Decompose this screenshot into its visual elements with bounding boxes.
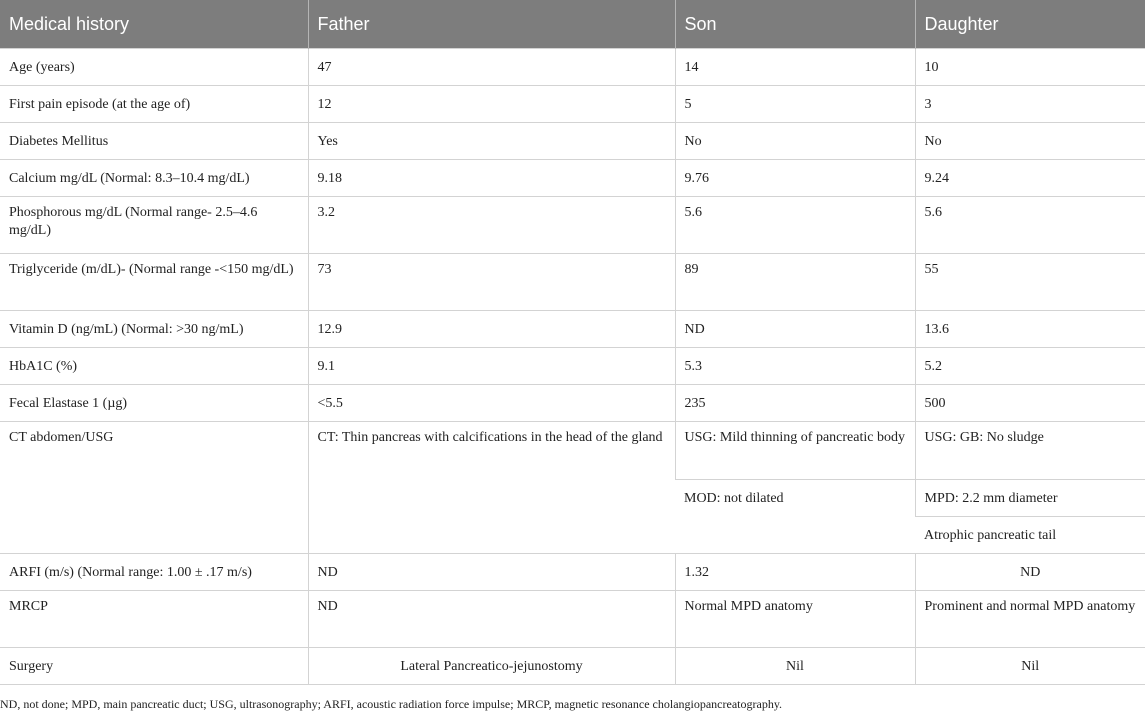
table-row bbox=[0, 385, 1145, 422]
row-label: Vitamin D (ng/mL) (Normal: >30 ng/mL) bbox=[0, 311, 308, 348]
row-label: Triglyceride (m/dL)- (Normal range -<150 mg/dL) bbox=[0, 254, 308, 311]
father-value: <5.5 bbox=[308, 385, 675, 422]
father-value: Yes bbox=[308, 123, 675, 160]
son-value: 9.76 bbox=[675, 160, 915, 197]
son-value: No bbox=[675, 123, 915, 160]
father-value: ND bbox=[308, 591, 675, 648]
row-label: Age (years) bbox=[0, 49, 308, 86]
father-value: 12.9 bbox=[308, 311, 675, 348]
son-value: 1.32 bbox=[675, 554, 915, 591]
son-ct-value: USG: Mild thinning of pancreatic body bbox=[675, 422, 915, 480]
table-row bbox=[0, 554, 1145, 591]
table-row bbox=[0, 254, 1145, 311]
daughter-ct-value: MPD: 2.2 mm diameter bbox=[915, 480, 1145, 517]
table-row bbox=[0, 591, 1145, 648]
header-father: Father bbox=[308, 0, 675, 49]
daughter-value: 13.6 bbox=[915, 311, 1145, 348]
son-value: 5 bbox=[675, 86, 915, 123]
table-row bbox=[0, 348, 1145, 385]
header-medical-history: Medical history bbox=[0, 0, 308, 49]
son-value: 89 bbox=[675, 254, 915, 311]
daughter-ct-value: USG: GB: No sludge bbox=[915, 422, 1145, 480]
father-value: 9.1 bbox=[308, 348, 675, 385]
father-value: 47 bbox=[308, 49, 675, 86]
father-value: 3.2 bbox=[308, 197, 675, 254]
daughter-value: No bbox=[915, 123, 1145, 160]
table-row bbox=[0, 86, 1145, 123]
table-row bbox=[0, 49, 1145, 86]
son-value: 14 bbox=[675, 49, 915, 86]
row-label: ARFI (m/s) (Normal range: 1.00 ± .17 m/s) bbox=[0, 554, 308, 591]
father-ct-value: CT: Thin pancreas with calcifications in the head of the gland bbox=[308, 422, 675, 554]
row-label: Calcium mg/dL (Normal: 8.3–10.4 mg/dL) bbox=[0, 160, 308, 197]
daughter-value: Nil bbox=[915, 648, 1145, 685]
table-row bbox=[0, 123, 1145, 160]
row-label: HbA1C (%) bbox=[0, 348, 308, 385]
row-label: First pain episode (at the age of) bbox=[0, 86, 308, 123]
daughter-value: 3 bbox=[915, 86, 1145, 123]
father-value: Lateral Pancreatico-jejunostomy bbox=[308, 648, 675, 685]
father-value: 12 bbox=[308, 86, 675, 123]
row-label: Surgery bbox=[0, 648, 308, 685]
daughter-value: 55 bbox=[915, 254, 1145, 311]
daughter-ct-value: Atrophic pancreatic tail bbox=[915, 517, 1145, 554]
table-row bbox=[0, 648, 1145, 685]
father-value: ND bbox=[308, 554, 675, 591]
row-label: Fecal Elastase 1 (µg) bbox=[0, 385, 308, 422]
daughter-value: 500 bbox=[915, 385, 1145, 422]
son-value: Nil bbox=[675, 648, 915, 685]
table-footnote: ND, not done; MPD, main pancreatic duct; USG, ultrasonography; ARFI, acoustic radiation force impulse; MRCP, magnetic resonance cholangiopancreatography. bbox=[0, 697, 783, 711]
father-value: 73 bbox=[308, 254, 675, 311]
table-row bbox=[0, 160, 1145, 197]
son-value: 235 bbox=[675, 385, 915, 422]
son-value: Normal MPD anatomy bbox=[675, 591, 915, 648]
row-label: Diabetes Mellitus bbox=[0, 123, 308, 160]
table-row-ct bbox=[0, 422, 1145, 480]
table-row bbox=[0, 311, 1145, 348]
son-value: 5.3 bbox=[675, 348, 915, 385]
row-label: MRCP bbox=[0, 591, 308, 648]
header-daughter: Daughter bbox=[915, 0, 1145, 49]
row-label: Phosphorous mg/dL (Normal range- 2.5–4.6 mg/dL) bbox=[0, 197, 308, 254]
daughter-value: 9.24 bbox=[915, 160, 1145, 197]
daughter-value: 10 bbox=[915, 49, 1145, 86]
header-son: Son bbox=[675, 0, 915, 49]
son-value: 5.6 bbox=[675, 197, 915, 254]
daughter-value: 5.2 bbox=[915, 348, 1145, 385]
daughter-value: 5.6 bbox=[915, 197, 1145, 254]
son-value: ND bbox=[675, 311, 915, 348]
son-ct-value: MOD: not dilated bbox=[675, 480, 915, 554]
daughter-value: Prominent and normal MPD anatomy bbox=[915, 591, 1145, 648]
father-value: 9.18 bbox=[308, 160, 675, 197]
row-label: CT abdomen/USG bbox=[0, 422, 308, 554]
table-row bbox=[0, 197, 1145, 254]
daughter-value: ND bbox=[915, 554, 1145, 591]
header-row bbox=[0, 0, 1145, 49]
